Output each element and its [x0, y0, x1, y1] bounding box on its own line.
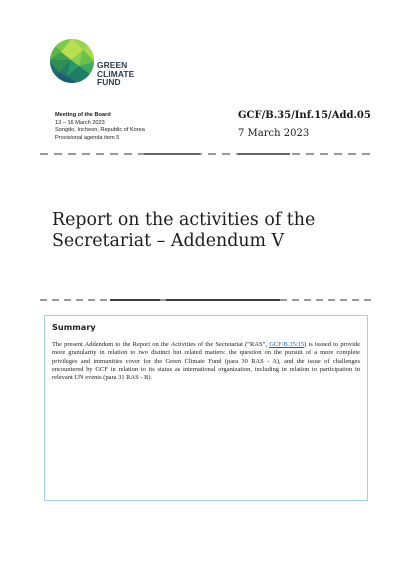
document-reference	[238, 110, 388, 139]
logo-line-2: CLIMATE	[97, 68, 135, 79]
report-title	[52, 210, 372, 252]
ras-document-link[interactable]: GCF/B.35/15	[269, 341, 305, 348]
divider-top	[40, 152, 374, 156]
meeting-agenda: Provisional agenda item 5	[55, 134, 120, 141]
divider-bottom	[40, 297, 374, 303]
logo-line-1: GREEN	[97, 60, 128, 70]
gcf-wordmark	[97, 61, 134, 87]
summary-heading: Summary	[52, 322, 96, 332]
meeting-title: Meeting of the Board	[55, 112, 111, 118]
gcf-logo	[49, 38, 145, 94]
report-title-line-2: Secretariat – Addendum V	[52, 231, 285, 251]
summary-box	[44, 315, 368, 501]
summary-text	[52, 341, 360, 382]
summary-text-part-2: ) is issued to provide more granularity in relation to two distinct but related matters: the question on the pursuit of a more complete privileges and immunities cover for the Green Climate Fund (para 30 RAS - A), and the issue of challenges encountered by GCF in relation to its status as international organization, including in relation to participation in relevant UN events (para 31 RAS - B).	[52, 341, 360, 382]
document-date: 7 March 2023	[238, 128, 310, 139]
logo-line-3: FUND	[97, 77, 121, 88]
meeting-location: Songdo, Incheon, Republic of Korea	[55, 127, 145, 134]
report-title-line-1: Report on the activities of the	[52, 210, 316, 230]
summary-text-part-1: The present Addendum to the Report on the Activities of the Secretariat (“RAS”,	[52, 341, 270, 348]
gcf-globe-icon	[49, 38, 95, 84]
meeting-dates: 13 – 16 March 2023	[55, 119, 105, 126]
meeting-info	[55, 112, 235, 142]
document-symbol: GCF/B.35/Inf.15/Add.05	[238, 110, 371, 121]
